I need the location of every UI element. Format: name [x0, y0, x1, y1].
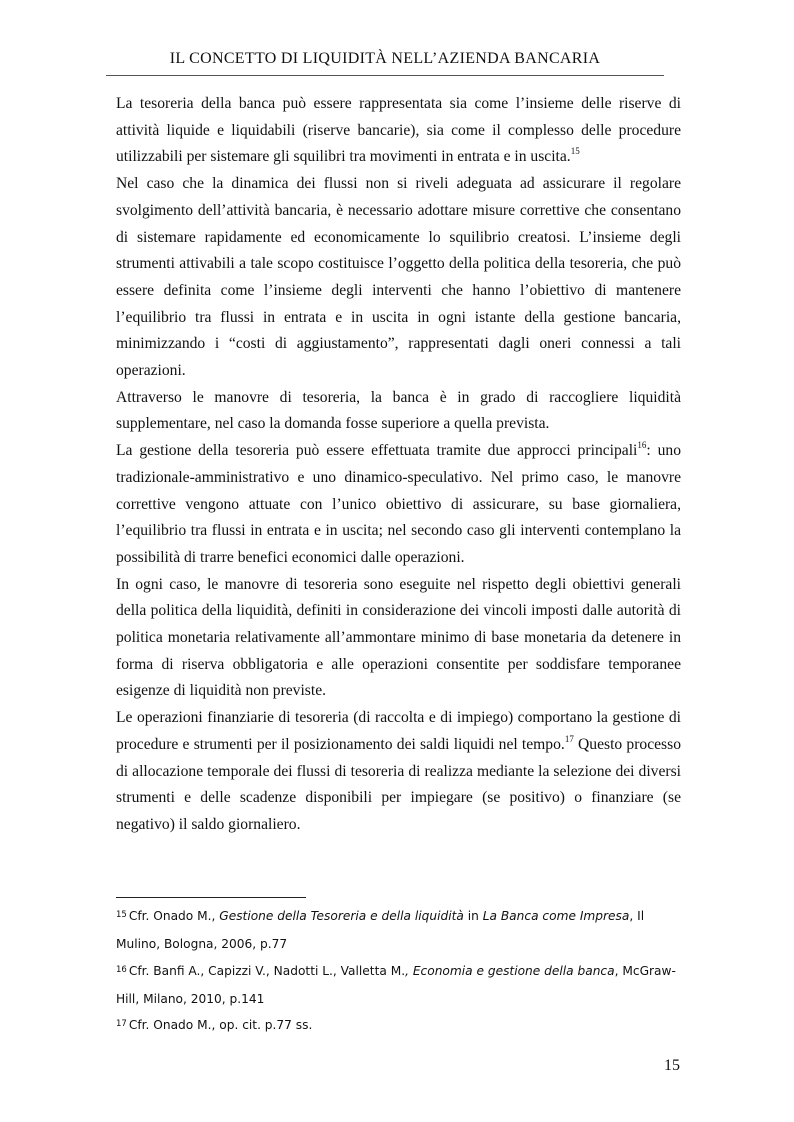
- paragraph-5: In ogni caso, le manovre di tesoreria sono eseguite nel rispetto degli obiettivi generali della politica della liquidità, definiti in considerazione dei vincoli imposti dalle autorità di politica monetaria relativamente all’ammontare minimo di base monetaria da detenere in forma di riserva obbligatoria e alle operazioni consentite per soddisfare temporanee esigenze di liquidità non previste.: [116, 575, 681, 700]
- body-text: [116, 91, 681, 839]
- footnote-15: $^{15}$ Cfr. Onado M., Gestione della Tesoreria e della liquidità in La Banca come Impresa, Il Mulino, Bologna, 2006, p.77: [116, 909, 645, 952]
- page-number: 15: [664, 1057, 680, 1074]
- paragraph-1: La tesoreria della banca può essere rappresentata sia come l’insieme delle riserve di attività liquide e liquidabili (riserve bancarie), sia come il complesso delle procedure utilizzabili per sistemare gli squilibri tra movimenti in entrata e in uscita.$^{15}$: [116, 95, 681, 166]
- footnote-16: $^{16}$ Cfr. Banfi A., Capizzi V., Nadotti L., Valletta M., Economia e gestione della banca, McGraw-Hill, Milano, 2010, p.141: [116, 963, 676, 1006]
- footnotes: [116, 903, 681, 1040]
- header-rule: [106, 75, 664, 76]
- footnote-ref-17[interactable]: 17: [564, 733, 574, 744]
- footnote-ref-15[interactable]: 15: [570, 146, 580, 157]
- footnote-17: $^{17}$ Cfr. Onado M., op. cit. p.77 ss.: [116, 1018, 313, 1033]
- running-header: IL CONCETTO DI LIQUIDITÀ NELL’AZIENDA BANCARIA: [169, 50, 601, 67]
- paragraph-3: Attraverso le manovre di tesoreria, la banca è in grado di raccogliere liquidità supplementare, nel caso la domanda fosse superiore a quella prevista.: [116, 388, 681, 433]
- paragraph-6: Le operazioni finanziarie di tesoreria (di raccolta e di impiego) comportano la gestione di procedure e strumenti per il posizionamento dei saldi liquidi nel tempo.$^{17}$ Questo processo di allocazione temporale dei flussi di tesoreria di realizza mediante la selezione dei diversi strumenti e delle scadenze disponibili per impiegare (se positivo) o finanziare (se negativo) il saldo giornaliero.: [116, 709, 681, 833]
- footnote-ref-16[interactable]: 16: [637, 439, 647, 450]
- paragraph-2: Nel caso che la dinamica dei flussi non si riveli adeguata ad assicurare il regolare svolgimento dell’attività bancaria, è necessario adottare misure correttive che consentano di sistemare rapidamente ed economicamente lo squilibrio creatosi. L’insieme degli strumenti attivabili a tale scopo costituisce l’oggetto della politica della tesoreria, che può essere definita come l’insieme degli interventi che hanno l’obiettivo di mantenere l’equilibrio tra flussi in entrata e in uscita in ogni istante della gestione bancaria, minimizzando i “costi di aggiustamento”, rappresentati dagli oneri connessi a tali operazioni.: [116, 175, 681, 380]
- footnote-separator: [116, 897, 306, 898]
- paragraph-4: La gestione della tesoreria può essere effettuata tramite due approcci principali$^{16}$: uno tradizionale-amministrativo e uno dinamico-speculativo. Nel primo caso, le manovre correttive vengono attuate con l’unico obiettivo di assicurare, su base giornaliera, l’equilibrio tra flussi in entrata e in uscita; nel secondo caso gli interventi contemplano la possibilità di trarre benefici economici dalle operazioni.: [116, 439, 681, 566]
